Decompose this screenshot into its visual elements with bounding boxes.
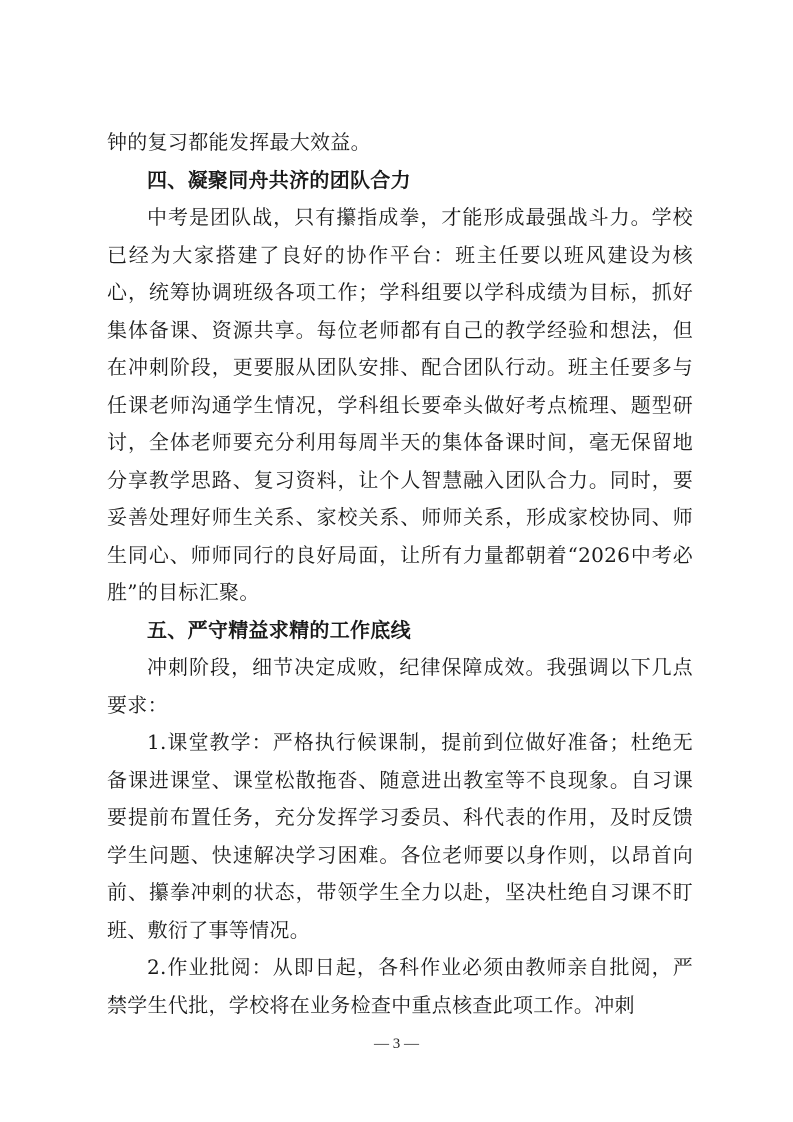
document-body [107, 124, 693, 1024]
paragraph-continuation: 钟的复习都能发挥最大效益。 [107, 130, 371, 154]
section-heading-5: 五、严守精益求精的工作底线 [147, 617, 411, 642]
page-number: — 3 — [374, 1036, 419, 1052]
paragraph-classroom-teaching: 1.课堂教学：严格执行候课制，提前到位做好准备；杜绝无备课进课堂、课堂松散拖沓、随意进出教室等不良现象。自习课要提前布置任务，充分发挥学习委员、科代表的作用，及时反馈学生问题、快速解决学习困难。各位老师要以身作则，以昂首向前、攥拳冲刺的状态，带领学生全力以赴，坚决杜绝自习课不盯班、敷衍了事等情况。 [107, 730, 693, 942]
paragraph-homework-grading: 2.作业批阅：从即日起，各科作业必须由教师亲自批阅，严禁学生代批，学校将在业务检查中重点核查此项工作。冲刺 [107, 955, 693, 1017]
section-heading-4: 四、凝聚同舟共济的团队合力 [147, 167, 411, 192]
paragraph-teamwork: 中考是团队战，只有攥指成拳，才能形成最强战斗力。学校已经为大家搭建了良好的协作平台：班主任要以班风建设为核心，统筹协调班级各项工作；学科组要以学科成绩为目标，抓好集体备课、资源共享。每位老师都有自己的教学经验和想法，但在冲刺阶段，更要服从团队安排、配合团队行动。班主任要多与任课老师沟通学生情况，学科组长要牵头做好考点梳理、题型研讨，全体老师要充分利用每周半天的集体备课时间，毫无保留地分享教学思路、复习资料，让个人智慧融入团队合力。同时，要妥善处理好师生关系、家校关系、师师关系，形成家校协同、师生同心、师师同行的良好局面，让所有力量都朝着“2026中考必胜”的目标汇聚。 [107, 205, 693, 604]
paragraph-requirements-intro: 冲刺阶段，细节决定成败，纪律保障成效。我强调以下几点要求： [107, 655, 693, 717]
